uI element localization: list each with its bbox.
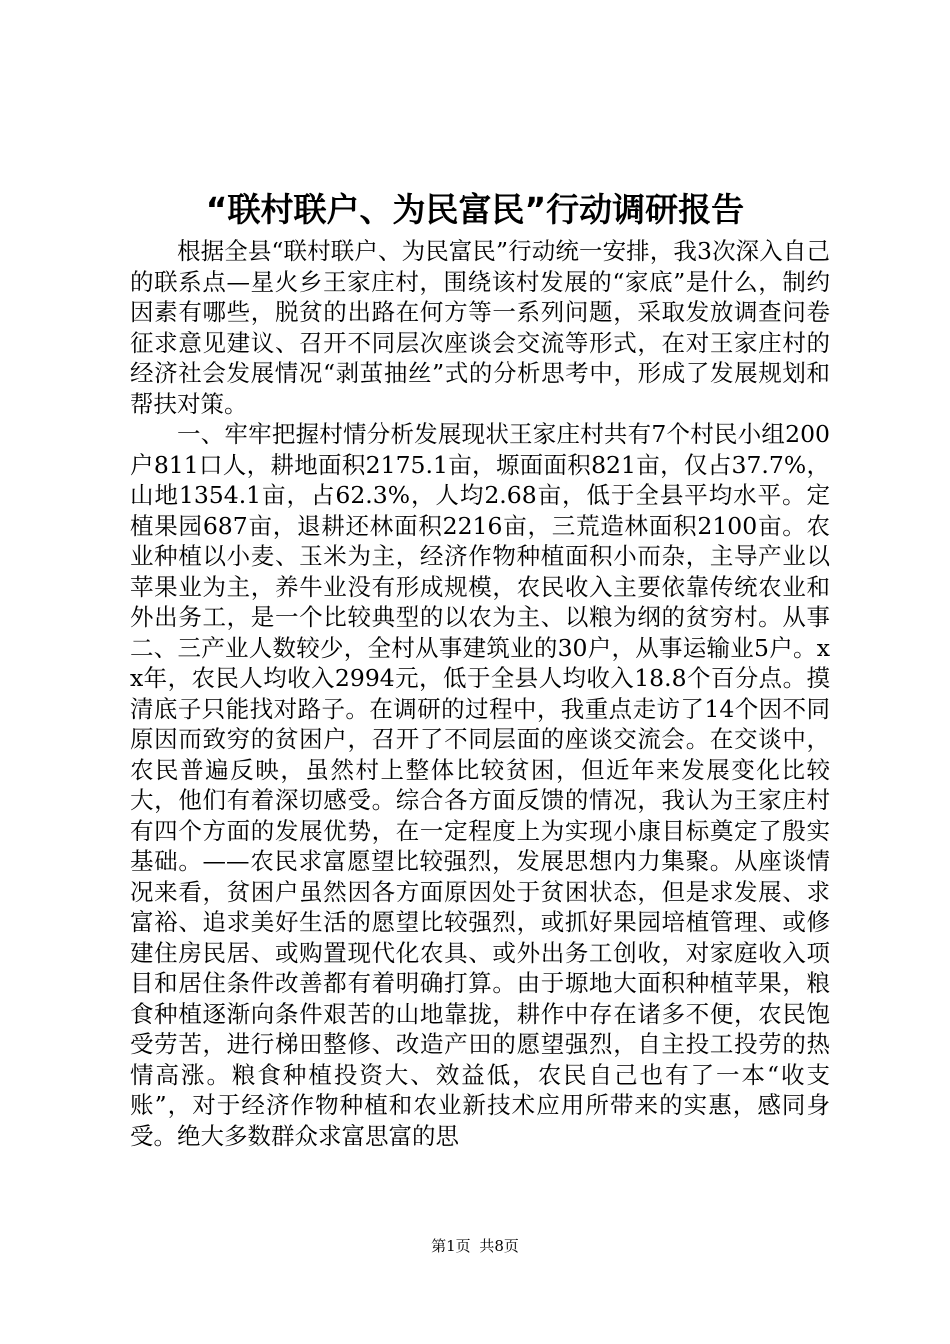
document-title: “联村联户、为民富民”行动调研报告 — [205, 190, 745, 229]
page-total: 共8页 — [479, 1237, 519, 1255]
page-number: 第1页 — [431, 1237, 471, 1255]
page-footer — [0, 1236, 950, 1256]
paragraph-intro: 根据全县“联村联户、为民富民”行动统一安排，我3次深入自己的联系点—星火乡王家庄村，围绕该村发展的“家底”是什么，制约因素有哪些，脱贫的出路在何方等一系列问题，采取发放调查问卷征求意见建议、召开不同层次座谈会交流等形式，在对王家庄村的经济社会发展情况“剥茧抽丝”式的分析思考中，形成了发展规划和帮扶对策。 — [130, 237, 830, 418]
paragraph-section-one: 一、牢牢把握村情分析发展现状王家庄村共有7个村民小组200户811口人，耕地面积2175.1亩，塬面面积821亩，仅占37.7%，山地1354.1亩，占62.3%，人均2.68亩，低于全县平均水平。定植果园687亩，退耕还林面积2216亩，三荒造林面积2100亩。农业种植以小麦、玉米为主，经济作物种植面积小而杂，主导产业以苹果业为主，养牛业没有形成规模，农民收入主要依靠传统农业和外出务工，是一个比较典型的以农为主、以粮为纲的贫穷村。从事二、三产业人数较少，全村从事建筑业的30户，从事运输业5户。xx年，农民人均收入2994元，低于全县人均收入18.8个百分点。摸清底子只能找对路子。在调研的过程中，我重点走访了14个因不同原因而致穷的贫困户，召开了不同层面的座谈交流会。在交谈中，农民普遍反映，虽然村上整体比较贫困，但近年来发展变化比较大，他们有着深切感受。综合各方面反馈的情况，我认为王家庄村有四个方面的发展优势，在一定程度上为实现小康目标奠定了殷实基础。——农民求富愿望比较强烈，发展思想内力集聚。从座谈情况来看，贫困户虽然因各方面原因处于贫困状态，但是求发展、求富裕、追求美好生活的愿望比较强烈，或抓好果园培植管理、或修建住房民居、或购置现代化农具、或外出务工创收，对家庭收入项目和居住条件改善都有着明确打算。由于塬地大面积种植苹果，粮食种植逐渐向条件艰苦的山地靠拢，耕作中存在诸多不便，农民饱受劳苦，进行梯田整修、改造产田的愿望强烈，自主投工投劳的热情高涨。粮食种植投资大、效益低，农民自己也有了一本“收支账”，对于经济作物种植和农业新技术应用所带来的实惠，感同身受。绝大多数群众求富思富的思 — [130, 420, 830, 1150]
document-body — [130, 236, 830, 1151]
